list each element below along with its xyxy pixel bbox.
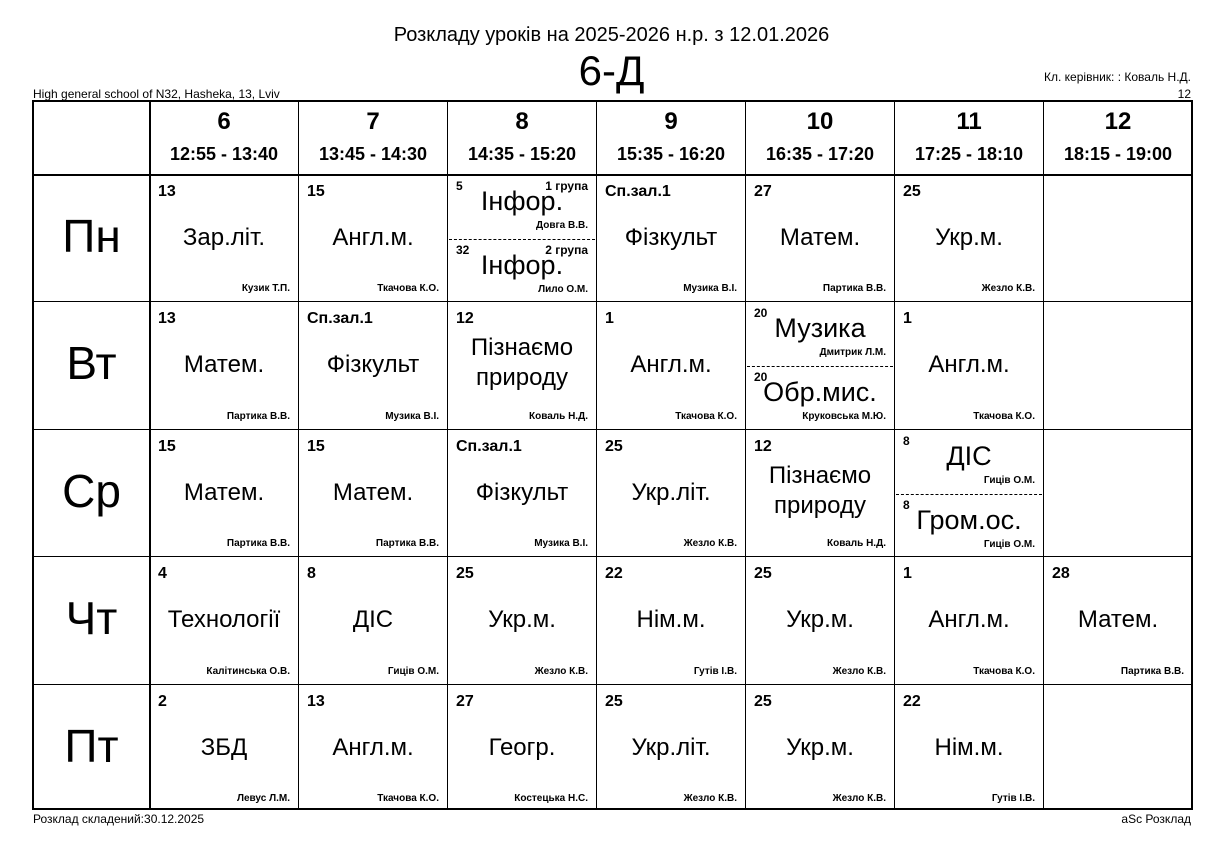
grid-hline — [34, 556, 1191, 557]
room-number: 32 — [456, 243, 470, 257]
teacher-name: Гиців О.М. — [387, 665, 439, 677]
lesson-cell — [896, 176, 1042, 300]
subject-name: Матем. — [183, 351, 265, 379]
lesson-cell — [300, 431, 446, 555]
room-number: 25 — [605, 437, 623, 455]
teacher-name: Дмитрик Л.М. — [819, 347, 886, 359]
teacher-name: Ткачова К.О. — [675, 410, 737, 422]
period-header — [746, 102, 894, 174]
room-number: 1 — [903, 310, 912, 328]
empty-lesson-cell — [1045, 303, 1191, 427]
room-number: 13 — [158, 310, 176, 328]
day-name: Чт — [65, 592, 118, 645]
lesson-cell — [449, 303, 595, 427]
lesson-cell — [896, 431, 1042, 555]
schedule-title: Розкладу уроків на 2025-2026 н.р. з 12.01.2026 — [393, 24, 830, 46]
teacher-name: Жезло К.В. — [832, 665, 886, 677]
teacher-name: Музика В.І. — [534, 538, 588, 550]
teacher-name: Музика В.І. — [683, 283, 737, 295]
subject-name: Англ.м. — [332, 224, 414, 251]
lesson-group — [896, 431, 1042, 494]
lesson-group — [747, 367, 893, 427]
teacher-name: Жезло К.В. — [981, 283, 1035, 295]
lesson-group — [896, 495, 1042, 555]
subject-name: Пізнаємо — [768, 461, 872, 489]
empty-lesson-cell — [1045, 686, 1191, 810]
subject-name: Англ.м. — [928, 351, 1010, 379]
subject-name: Англ.м. — [928, 606, 1010, 634]
lesson-cell — [300, 686, 446, 810]
day-name: Пт — [64, 719, 119, 772]
period-header — [597, 102, 745, 174]
room-number: 22 — [605, 565, 623, 583]
lesson-cell — [598, 303, 744, 427]
teacher-name: Гиців О.М. — [983, 538, 1035, 550]
teacher-name: Гиців О.М. — [983, 474, 1035, 486]
subject-name: ДІС — [946, 440, 992, 471]
grid-vline — [447, 102, 448, 808]
period-time: 17:25 - 18:10 — [914, 144, 1024, 164]
group-divider — [747, 366, 893, 367]
room-number: 1 — [903, 565, 912, 583]
grid-vline — [298, 102, 299, 808]
subject-name: Укр.м. — [488, 606, 556, 634]
lesson-group — [747, 303, 893, 366]
day-name: Пн — [62, 210, 121, 262]
room-number: 5 — [456, 179, 463, 193]
room-number: 4 — [158, 565, 167, 583]
teacher-name: Жезло К.В. — [683, 792, 737, 804]
subject-name: ЗБД — [200, 733, 248, 761]
room-number: 8 — [307, 565, 316, 583]
group-label: 2 група — [545, 243, 588, 257]
subject-name: Укр.м. — [935, 224, 1003, 251]
teacher-name: Круковська М.Ю. — [802, 411, 886, 423]
subject-name: Обр.мис. — [763, 377, 877, 408]
grid-vline — [894, 102, 895, 808]
period-time: 12:55 - 13:40 — [169, 144, 279, 164]
subject-name: Матем. — [779, 224, 861, 251]
period-number: 10 — [806, 108, 834, 135]
timetable-grid — [32, 100, 1193, 810]
room-number: 12 — [456, 310, 474, 328]
lesson-cell — [896, 303, 1042, 427]
page-number: 12 — [1177, 87, 1191, 101]
subject-name: Англ.м. — [332, 733, 414, 761]
lesson-cell — [747, 558, 893, 682]
period-number: 8 — [515, 108, 529, 135]
room-number: 12 — [754, 437, 772, 455]
room-number: 20 — [754, 306, 768, 321]
group-divider — [449, 239, 595, 240]
lesson-cell — [747, 303, 893, 427]
room-number: Сп.зал.1 — [456, 437, 522, 455]
subject-name: Геогр. — [488, 733, 556, 761]
period-header — [1044, 102, 1192, 174]
lesson-cell — [598, 431, 744, 555]
created-date: Розклад складений:30.12.2025 — [33, 812, 205, 826]
room-number: 25 — [754, 692, 772, 710]
room-number: 2 — [158, 692, 167, 710]
subject-name: Пізнаємо — [470, 334, 574, 362]
room-number: 1 — [605, 310, 614, 328]
subject-name: Укр.літ. — [631, 478, 711, 506]
grid-hline — [34, 301, 1191, 302]
group-label: 1 група — [545, 179, 588, 193]
teacher-name: Гутів І.В. — [693, 665, 737, 677]
lesson-cell — [747, 686, 893, 810]
teacher-name: Ткачова К.О. — [377, 283, 439, 295]
period-header — [895, 102, 1043, 174]
room-number: 25 — [903, 183, 921, 200]
subject-name: Укр.м. — [786, 733, 854, 761]
lesson-cell — [449, 558, 595, 682]
teacher-name: Жезло К.В. — [683, 538, 737, 550]
lesson-cell — [300, 176, 446, 300]
teacher-name: Левус Л.М. — [236, 792, 290, 804]
teacher-name: Калітинська О.В. — [206, 665, 290, 677]
subject-name: Інфор. — [480, 250, 564, 280]
teacher-name: Музика В.І. — [385, 410, 439, 422]
lesson-cell — [747, 176, 893, 300]
teacher-name: Жезло К.В. — [534, 665, 588, 677]
subject-name: Інфор. — [480, 186, 564, 216]
period-number: 9 — [664, 108, 678, 135]
room-number: Сп.зал.1 — [605, 183, 671, 200]
period-header — [299, 102, 447, 174]
subject-name: Зар.літ. — [182, 224, 266, 251]
lesson-cell — [896, 686, 1042, 810]
period-time: 18:15 - 19:00 — [1063, 144, 1173, 164]
lesson-cell — [598, 558, 744, 682]
lesson-cell — [300, 303, 446, 427]
room-number: 13 — [158, 183, 176, 200]
subject-name-line2: природу — [476, 364, 568, 392]
period-number: 7 — [366, 108, 380, 135]
lesson-cell — [151, 176, 297, 300]
subject-name: Фізкульт — [475, 478, 569, 506]
class-teacher: Кл. керівник: : Коваль Н.Д. — [1044, 70, 1191, 84]
period-time: 14:35 - 15:20 — [467, 144, 577, 164]
room-number: 8 — [903, 497, 910, 512]
lesson-group — [449, 176, 595, 239]
lesson-cell — [896, 558, 1042, 682]
teacher-name: Ткачова К.О. — [377, 792, 439, 804]
subject-name: Матем. — [1077, 606, 1159, 634]
group-divider — [896, 494, 1042, 495]
room-number: 22 — [903, 692, 921, 710]
teacher-name: Жезло К.В. — [832, 792, 886, 804]
room-number: 25 — [754, 565, 772, 583]
school-name: High general school of N32, Hasheka, 13, Lviv — [33, 87, 280, 101]
lesson-cell — [151, 303, 297, 427]
subject-name: Матем. — [332, 478, 414, 506]
subject-name: Гром.ос. — [916, 504, 1022, 535]
teacher-name: Партика В.В. — [375, 538, 439, 550]
period-header — [150, 102, 298, 174]
lesson-cell — [747, 431, 893, 555]
lesson-cell — [151, 431, 297, 555]
subject-name: Фізкульт — [624, 224, 718, 251]
subject-name: ДІС — [352, 606, 394, 634]
teacher-name: Партика В.В. — [822, 283, 886, 295]
period-time: 15:35 - 16:20 — [616, 144, 726, 164]
grid-hline — [34, 684, 1191, 685]
lesson-cell — [1045, 558, 1191, 682]
room-number: 27 — [754, 183, 772, 200]
grid-vline — [745, 102, 746, 808]
empty-lesson-cell — [1045, 431, 1191, 555]
empty-lesson-cell — [1045, 176, 1191, 300]
subject-name: Музика — [774, 313, 866, 344]
teacher-name: Довга В.В. — [535, 220, 588, 231]
room-number: 27 — [456, 692, 474, 710]
grid-hline — [34, 429, 1191, 430]
room-number: 15 — [158, 437, 176, 455]
teacher-name: Коваль Н.Д. — [529, 410, 588, 422]
software-brand: aSc Розклад — [1121, 812, 1191, 826]
subject-name-line2: природу — [774, 491, 866, 519]
lesson-cell — [598, 176, 744, 300]
period-number: 11 — [956, 108, 982, 135]
subject-name: Нім.м. — [636, 606, 706, 634]
teacher-name: Ткачова К.О. — [973, 410, 1035, 422]
subject-name: Англ.м. — [630, 351, 712, 379]
subject-name: Технології — [167, 606, 281, 634]
room-number: Сп.зал.1 — [307, 310, 373, 328]
lesson-group — [449, 240, 595, 300]
period-number: 12 — [1104, 108, 1132, 135]
teacher-name: Партика В.В. — [226, 538, 290, 550]
room-number: 28 — [1052, 565, 1070, 583]
teacher-name: Коваль Н.Д. — [827, 538, 886, 550]
period-time: 13:45 - 14:30 — [318, 144, 428, 164]
period-header — [448, 102, 596, 174]
lesson-cell — [151, 558, 297, 682]
teacher-name: Партика В.В. — [1120, 665, 1184, 677]
lesson-cell — [300, 558, 446, 682]
room-number: 8 — [903, 433, 910, 448]
day-name: Ср — [62, 464, 121, 517]
lesson-cell — [449, 176, 595, 300]
teacher-name: Кузик Т.П. — [241, 283, 290, 295]
subject-name: Фізкульт — [326, 351, 420, 379]
day-name: Вт — [66, 337, 117, 390]
period-time: 16:35 - 17:20 — [765, 144, 875, 164]
room-number: 15 — [307, 183, 325, 200]
teacher-name: Гутів І.В. — [991, 792, 1035, 804]
grid-vline — [1043, 102, 1044, 808]
lesson-cell — [151, 686, 297, 810]
lesson-cell — [449, 686, 595, 810]
subject-name: Нім.м. — [934, 733, 1004, 761]
teacher-name: Костецька Н.С. — [514, 792, 588, 804]
subject-name: Укр.літ. — [631, 733, 711, 761]
room-number: 15 — [307, 437, 325, 455]
teacher-name: Партика В.В. — [226, 410, 290, 422]
teacher-name: Лило О.М. — [538, 284, 588, 295]
period-number: 6 — [217, 108, 231, 135]
teacher-name: Ткачова К.О. — [973, 665, 1035, 677]
class-name: 6-Д — [578, 47, 645, 94]
room-number: 13 — [307, 692, 325, 710]
room-number: 20 — [754, 370, 768, 385]
lesson-cell — [598, 686, 744, 810]
subject-name: Матем. — [183, 478, 265, 506]
subject-name: Укр.м. — [786, 606, 854, 634]
lesson-cell — [449, 431, 595, 555]
room-number: 25 — [605, 692, 623, 710]
room-number: 25 — [456, 565, 474, 583]
grid-vline — [596, 102, 597, 808]
